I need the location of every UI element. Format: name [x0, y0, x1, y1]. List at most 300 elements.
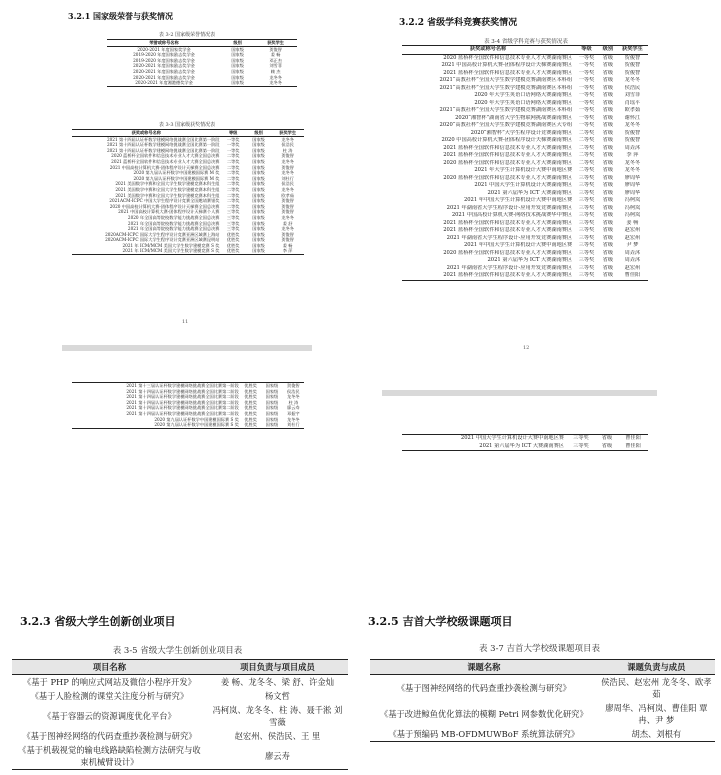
table-cell: 龙冬冬	[287, 416, 300, 422]
table-cell: 2021 蓝桥杯全国软件和信息技术专业人才大赛湖南赛区	[443, 219, 573, 226]
page-separator	[382, 390, 657, 396]
table-cell: 省级	[602, 159, 614, 166]
table-row	[402, 242, 648, 250]
table-cell: 赖 杰	[270, 68, 281, 74]
table-cell: 省级	[602, 242, 614, 248]
table-cell: 《基于改进鲸鱼优化算法的模糊 Petri 网参数优化研究》	[379, 709, 588, 719]
table-cell: 二等奖	[578, 152, 595, 158]
page-middle-left	[62, 378, 312, 458]
table-cell: 李 萍	[626, 152, 639, 158]
table-cell: 省级	[602, 54, 614, 61]
table-cell: 三等奖	[578, 272, 595, 278]
table-cell: 贺俊智	[624, 54, 641, 61]
table-cell: 二等奖	[226, 181, 240, 187]
table-cell: 欧孝茹	[281, 192, 294, 198]
table-cell: 一等奖	[578, 107, 595, 113]
table-cell: 2020ACM-ICPC 国际大学生程序设计竞赛亚洲区域赛昆明站	[105, 237, 220, 243]
table-cell: 2021 蓝桥杯全国软件和信息技术专业人才大赛湖南赛区	[443, 69, 573, 76]
table-cell: 2021 第十四届认证杯数学建模网络挑战赛全国比赛第一阶段	[106, 147, 220, 153]
table-cell: 优胜奖	[244, 405, 257, 411]
table-cell: 2020 蓝桥杯全国软件和信息技术专业人才大赛湖南赛区	[443, 249, 573, 256]
table-cell: 2021 年湖南省大学生程序设计-应用开发竞赛湖南赛区	[446, 204, 573, 211]
table-cell: 2020-2021 年度国家励志奖学金	[133, 68, 195, 74]
table-row	[72, 248, 304, 254]
table-row	[402, 152, 648, 160]
table-cell: 三等奖	[573, 442, 589, 449]
table-35-header	[12, 660, 348, 675]
table-cell: 贺俊智	[624, 129, 641, 136]
table-32-header-cell: 荣誉或称号名称	[107, 40, 221, 47]
table-cell: 2020 第九届认证杯数学中国建模国际赛 S 奖	[154, 416, 239, 422]
table-cell: 省级	[602, 219, 614, 226]
table-cell: 省级	[602, 62, 614, 68]
table-cell: 省级	[602, 182, 614, 188]
table-cell: 省级	[602, 249, 614, 256]
table-row	[402, 70, 648, 78]
table-cell: 省级	[602, 227, 614, 233]
table-cell: 三等奖	[578, 174, 595, 181]
table-cell: 廖云寿	[287, 405, 300, 411]
table-cell: 国家级	[252, 203, 265, 209]
table-33-header-cell: 获奖学生	[271, 130, 304, 137]
table-cell: 国家级	[252, 153, 265, 159]
table-cell: 2021 年湖南省大学生程序设计-应用开发竞赛湖南赛区	[446, 264, 573, 271]
table-cell: 贺俊智	[281, 164, 294, 170]
table-34-header-cell: 获奖或称号名称	[402, 46, 574, 55]
table-cell: 2020“湘智杯”湖南省大学生物联网挑战赛湖南赛区	[455, 114, 573, 121]
page-middle-right	[397, 430, 655, 470]
table-cell: 2021 中国大学生计算机设计大赛中南地区赛	[460, 435, 564, 441]
table-cell: 2021 年全国高等院校数学能力挑战赛全国总决赛	[127, 226, 220, 232]
section-322-title: 3.2.2 省级学科竞赛获奖情况	[399, 18, 518, 28]
table-cell: 省级	[602, 92, 614, 98]
table-cell: 三等奖	[226, 220, 240, 226]
table-cell: 刘杜行	[287, 422, 300, 428]
table-34-header-cell: 级别	[599, 46, 617, 55]
table-row	[402, 100, 648, 108]
table-cell: 赵宏州	[624, 234, 641, 241]
table-cell: 2021 中国高校计算机大赛-网络技术挑战赛华中赛区	[451, 212, 573, 218]
table-cell: 国家级	[252, 242, 265, 248]
table-row	[370, 675, 715, 702]
table-cell: 二等奖	[578, 167, 595, 173]
table-cell: 国家级	[265, 394, 279, 400]
table-row	[402, 265, 648, 273]
table-row	[402, 235, 648, 243]
table-cell: 一等奖	[578, 54, 595, 61]
table-cell: 优胜奖	[244, 383, 257, 388]
table-row	[402, 190, 648, 198]
table-cell: 邓振宇	[287, 410, 300, 416]
table-34-continued	[402, 434, 648, 451]
table-cell: 国家级	[231, 74, 244, 80]
table-cell: 省级	[602, 114, 614, 121]
table-cell: 二等奖	[578, 137, 595, 143]
table-37-header-cell: 课题负责与成员	[598, 660, 715, 675]
table-cell: 2021 年湖南省大学生程序设计-应用开发竞赛湖南赛区	[446, 234, 573, 241]
table-cell: 优胜奖	[244, 416, 257, 422]
table-cell: 2020-2021 年度国家励志奖学金	[133, 63, 195, 69]
table-cell: 龙冬冬	[269, 74, 282, 80]
table-row	[402, 212, 648, 220]
section-323	[0, 608, 355, 775]
table-35-header-cell: 项目名称	[12, 660, 207, 675]
table-cell: 贺俊智	[281, 237, 294, 243]
table-cell: 二等奖	[226, 164, 240, 170]
table-cell: 三等奖	[578, 227, 595, 233]
table-cell: 二等奖	[578, 129, 595, 136]
table-cell: 国家级	[252, 136, 265, 142]
table-cell: 国家级	[252, 198, 265, 204]
table-row	[370, 727, 715, 742]
table-cell: 一等奖	[578, 62, 595, 68]
table-cell: 龙冬冬	[281, 158, 294, 164]
table-cell: 胡杰、刘根有	[631, 729, 682, 739]
table-cell: 二等奖	[226, 198, 240, 204]
table-cell: 姜 畅	[270, 52, 281, 58]
table-cell: 2021 美国数学中赛和全国大学生数学建模竞赛本科生组	[115, 186, 220, 192]
table-cell: 优胜奖	[244, 399, 257, 405]
table-cell: 2021 年中国大学生计算机设计大赛中南地区赛	[463, 242, 573, 248]
table-row	[402, 220, 648, 228]
table-row	[402, 227, 648, 235]
table-cell: 周垚沐	[624, 257, 641, 263]
section-325-title: 3.2.5 吉首大学校级课题项目	[368, 615, 513, 628]
table-cell: 肖瑶平	[624, 99, 641, 106]
table-33-header-cell: 等级	[220, 130, 245, 137]
table-row	[402, 62, 648, 70]
page-number: 12	[523, 345, 530, 351]
table-cell: 贺俊智	[281, 153, 294, 159]
table-cell: 2020-2021 年度湘港德奖学金	[135, 80, 193, 86]
table-cell: 龙冬冬	[624, 122, 641, 128]
table-34-header-cell: 等级	[574, 46, 599, 55]
table-cell: 国家级	[231, 52, 244, 58]
table-cell: 一等奖	[578, 99, 595, 106]
table-cell: 2021 蓝桥杯全国软件和信息技术专业人才大赛全国总决赛	[111, 158, 220, 164]
table-cell: 曹佳阳	[624, 272, 641, 278]
table-row	[370, 701, 715, 727]
table-cell: 国家级	[252, 248, 265, 254]
table-cell: 廖周华、冯柯岚、曹佳阳 覃 冉、尹 梦	[605, 703, 708, 725]
table-cell: 2021 第十四届认证杯数学建模网络挑战赛全国比赛第二阶段	[126, 399, 239, 405]
table-row	[402, 145, 648, 153]
table-row	[402, 137, 648, 145]
table-cell: 优胜奖	[226, 237, 240, 243]
table-cell: 2020ACM-ICPC 国际大学生程序设计竞赛亚洲区域赛上海站	[105, 231, 220, 237]
table-cell: 贺俊智	[281, 209, 294, 215]
table-cell: 国家级	[231, 46, 244, 52]
table-cell: 三等奖	[578, 219, 595, 226]
table-cell: 省级	[602, 189, 614, 196]
table-cell: 廖周华	[624, 189, 641, 196]
table-cell: 三等奖	[578, 249, 595, 256]
table-cell: 2021 第十四届认证杯数学建模网络挑战赛全国比赛第一阶段	[106, 136, 220, 142]
table-cell: 龙冬冬	[281, 170, 294, 176]
table-cell: 2020 蓝桥杯全国软件和信息技术专业人才大赛湖南赛区	[443, 54, 573, 61]
table-row	[72, 422, 304, 428]
table-cell: 2020“湘智杯”大学生程序设计竞赛湖南赛区	[470, 129, 573, 136]
table-cell: 2021 年全国高等院校数学能力挑战赛全国总决赛	[127, 220, 220, 226]
table-cell: 三等奖	[226, 226, 240, 232]
table-cell: 2021 美国数学中赛和全国大学生数学建模竞赛本科生组	[115, 192, 220, 198]
table-cell: 曹佳阳	[625, 435, 641, 441]
table-cell: 《基于预编码 MB-OFDMUWBoF 系统算法研究》	[388, 729, 580, 739]
table-cell: 龙冬冬	[281, 214, 294, 220]
table-34-header-cell: 获奖学生	[617, 46, 648, 55]
table-33-header	[72, 130, 304, 137]
table-33-header-cell: 获奖或称号名称	[72, 130, 220, 137]
table-cell: 一等奖	[226, 147, 240, 153]
table-32-header-cell: 级别	[221, 40, 254, 47]
table-row	[402, 122, 648, 130]
table-cell: 国家级	[265, 383, 279, 388]
table-cell: 省级	[602, 122, 614, 128]
table-row	[402, 130, 648, 138]
table-cell: 省级	[602, 174, 614, 181]
table-33-header-cell: 级别	[246, 130, 271, 137]
table-cell: 2021 年中国大学生计算机设计大赛中南地区赛	[463, 197, 573, 203]
table-row	[402, 443, 648, 451]
table-cell: 优胜奖	[244, 388, 257, 394]
table-cell: 二等奖	[226, 153, 240, 159]
table-cell: 2021 第六届华为 ICT 大赛湖南赛区	[479, 442, 564, 449]
table-cell: 2021 第六届华为 ICT 大赛湖南赛区	[487, 189, 573, 196]
table-33-caption: 表 3-3 国家级获奖情况表	[158, 122, 216, 128]
table-cell: 二等奖	[578, 159, 595, 166]
table-cell: 龙冬冬	[624, 167, 641, 173]
table-cell: 冯柯岚	[624, 204, 641, 211]
table-cell: 2020 蓝桥杯全国软件和信息技术专业人才大赛全国总决赛	[111, 153, 220, 159]
table-cell: 三等奖	[226, 214, 240, 220]
table-cell: 国家级	[231, 80, 244, 86]
page-top-left	[62, 5, 312, 340]
table-cell: 廖周华	[624, 182, 641, 188]
table-cell: 2021 第十三届认证杯数学建模网络挑战赛全国比赛第一阶段	[126, 383, 239, 388]
table-row	[12, 689, 348, 703]
table-33-continued	[72, 382, 304, 429]
table-cell: 国家级	[252, 170, 265, 176]
table-cell: 《基于图神经网络的代码查重抄袭检测与研究》	[22, 731, 197, 741]
table-cell: 省级	[602, 69, 614, 76]
table-cell: 侯浩民	[281, 181, 294, 187]
table-cell: 2020-2021 年度国家奖学金	[137, 46, 191, 52]
table-cell: 2020 年大学生英语口语网络大赛湖南赛区	[474, 92, 573, 98]
table-cell: 国家级	[252, 164, 265, 170]
table-cell: 国家级	[265, 410, 279, 416]
table-cell: 省级	[601, 442, 613, 449]
table-cell: 欧孝茹	[624, 107, 641, 113]
table-cell: 一等奖	[578, 122, 595, 128]
table-cell: 国家级	[252, 158, 265, 164]
table-cell: 一等奖	[226, 142, 240, 148]
table-cell: 省级	[602, 152, 614, 158]
section-325	[358, 608, 721, 775]
table-row	[402, 85, 648, 93]
table-cell: 2020“高教社杯”全国大学生数学建模竞赛湖南赛区大专组	[439, 122, 573, 128]
table-cell: 三等奖	[578, 204, 595, 211]
table-cell: 优胜奖	[226, 231, 240, 237]
table-37-caption: 表 3-7 吉首大学校级课题项目表	[478, 644, 601, 654]
table-cell: 国家级	[252, 226, 265, 232]
table-cell: 2021 蓝桥杯全国软件和信息技术专业人才大赛湖南赛区	[443, 272, 573, 278]
table-cell: 国家级	[265, 405, 279, 411]
table-32-header-cell: 获奖学生	[254, 40, 297, 47]
table-cell: 三等奖	[578, 197, 595, 203]
table-cell: 省级	[602, 272, 614, 278]
table-cell: 2021 第十四届认证杯数学建模网络挑战赛全国比赛第二阶段	[126, 388, 239, 394]
table-cell: 一等奖	[226, 136, 240, 142]
table-cell: 三等奖	[578, 234, 595, 241]
table-cell: 龙冬冬	[624, 77, 641, 83]
table-cell: 贺俊智	[281, 203, 294, 209]
table-37-header-cell: 课题名称	[370, 660, 598, 675]
table-cell: 2021 中国高校计算机大赛-团体程序设计天梯赛个人赛	[118, 209, 220, 215]
table-cell: 赵宏州、侯浩民、王 里	[234, 731, 321, 741]
table-cell: 省级	[602, 137, 614, 143]
table-cell: 一等奖	[578, 69, 595, 76]
table-row	[402, 182, 648, 190]
table-cell: 省级	[602, 167, 614, 173]
table-cell: 省级	[602, 212, 614, 218]
table-cell: 国家级	[265, 388, 279, 394]
table-cell: 三等奖	[578, 212, 595, 218]
table-cell: 冯柯岚、龙冬冬、柱 涛、聂千淞 刘雪薇	[212, 705, 343, 727]
table-cell: 二等奖	[226, 170, 240, 176]
table-cell: 优胜奖	[244, 394, 257, 400]
table-cell: 《基于机载视觉的输电线路缺陷检测方法研究与收束机械臂设计》	[18, 745, 201, 767]
table-row	[402, 77, 648, 85]
table-cell: 尹 梦	[626, 242, 639, 248]
table-cell: 2020 年大学生英语口语网络大赛湖南赛区	[474, 99, 573, 106]
table-cell: 省级	[602, 204, 614, 211]
table-cell: 二等奖	[578, 144, 595, 151]
table-cell: 省级	[602, 234, 614, 241]
table-cell: 李 萍	[282, 248, 293, 254]
table-cell: 2020 中国高校计算机大赛-团体程序设计天梯赛湖南赛区	[441, 137, 573, 143]
table-cell: 2020 第九届认证杯数学中国建模国际赛 S 奖	[154, 422, 239, 428]
table-cell: 姜 畅	[626, 219, 639, 226]
table-cell: 省级	[602, 129, 614, 136]
table-cell: 冯柯岚	[624, 212, 641, 218]
table-cell: 国家级	[252, 181, 265, 187]
table-row	[402, 272, 648, 280]
table-cell: 杨文哲	[264, 691, 290, 701]
table-cell: 刘雪菲	[269, 63, 282, 69]
table-cell: 国家级	[265, 399, 279, 405]
table-cell: 三等奖	[578, 264, 595, 271]
table-cell: 冯柯岚	[624, 197, 641, 203]
table-cell: 国家级	[252, 214, 265, 220]
table-cell: 三等奖	[578, 189, 595, 196]
table-row	[402, 160, 648, 168]
table-cell: 姜 畅、龙冬冬、梁 舒、许金灿	[220, 677, 334, 687]
table-cell: 国家级	[265, 416, 279, 422]
table-cell: 2020 第九届认证杯数学中国建模国际赛 M 奖	[133, 175, 220, 181]
table-cell: 省级	[602, 107, 614, 113]
table-cell: 2021ACM-ICPC 中国大学生程序设计竞赛全国邀请赛银奖	[109, 198, 220, 204]
table-cell: 周垚沐	[624, 144, 641, 151]
table-cell: 国家级	[252, 147, 265, 153]
table-cell: 2021 蓝桥杯全国软件和信息技术专业人才大赛湖南赛区	[443, 144, 573, 151]
table-cell: 国家级	[252, 192, 265, 198]
table-cell: 2020 蓝桥杯全国软件和信息技术专业人才大赛湖南赛区	[443, 159, 573, 166]
table-cell: 姜 畅	[282, 242, 293, 248]
table-row	[402, 435, 648, 443]
table-cell: 优胜奖	[226, 242, 240, 248]
table-cell: 2021 蓝桥杯全国软件和信息技术专业人才大赛湖南赛区	[443, 152, 573, 158]
table-cell: 一等奖	[578, 84, 595, 91]
table-cell: 周垚沐	[624, 249, 641, 256]
table-cell: 侯浩民	[624, 84, 641, 91]
table-cell: 一等奖	[578, 77, 595, 83]
table-row	[402, 175, 648, 183]
table-cell: 《基于 PHP 的响应式网站及微信小程序开发》	[22, 677, 196, 687]
table-cell: 赵宏州	[624, 227, 641, 233]
table-cell: 二等奖	[226, 203, 240, 209]
table-cell: 2021 第十四届认证杯数学建模网络挑战赛全国比赛第二阶段	[126, 394, 239, 400]
table-cell: 赵宏州	[624, 264, 641, 271]
table-cell: 侯浩民	[281, 142, 294, 148]
table-cell: 一等奖	[578, 114, 595, 121]
table-cell: 2020 年全国高等院校数学能力挑战赛全国总决赛	[127, 214, 220, 220]
table-cell: 2020-2021 年度国家励志奖学金	[133, 74, 195, 80]
table-cell: 谢怀江	[624, 114, 641, 121]
table-35-header-cell: 项目负责与项目成员	[207, 660, 348, 675]
table-cell: 2021 第六届华为 ICT 大赛湖南赛区	[487, 257, 573, 263]
table-cell: 《基于人脸检测的课堂关注度分析与研究》	[30, 691, 189, 701]
table-cell: 2021 中国高校计算机大赛-团体程序设计天梯赛湖南赛区	[441, 62, 573, 68]
table-cell: 2021 年 ICM/MCM 美国大学生数学建模竞赛 S 奖	[122, 242, 220, 248]
table-cell: 贺俊智	[624, 69, 641, 76]
table-cell: 省级	[601, 435, 613, 441]
table-cell: 贺俊智	[269, 46, 282, 52]
table-cell: 二等奖	[226, 158, 240, 164]
table-row	[402, 167, 648, 175]
table-cell: 邓正杰	[269, 57, 282, 63]
table-row	[402, 92, 648, 100]
table-row	[402, 205, 648, 213]
table-cell: 省级	[602, 77, 614, 83]
section-323-title: 3.2.3 省级大学生创新创业项目	[20, 615, 176, 628]
page-number: 11	[182, 319, 189, 325]
table-cell: 国家级	[252, 220, 265, 226]
table-cell: 贺俊智	[287, 383, 300, 388]
table-cell: 2021 中国大学生计算机设计大赛湖南赛区	[474, 182, 573, 188]
table-cell: 廖云寿	[264, 751, 290, 761]
table-cell: 龙冬冬	[281, 226, 294, 232]
table-row	[402, 250, 648, 258]
table-cell: 三等奖	[573, 435, 589, 441]
table-32-caption: 表 3-2 国家级荣誉情况表	[158, 32, 216, 38]
table-row	[12, 743, 348, 770]
table-cell: 省级	[602, 144, 614, 151]
table-cell: 国家级	[231, 63, 244, 69]
table-cell: 优胜奖	[244, 422, 257, 428]
table-cell: 三等奖	[578, 257, 595, 263]
table-34	[402, 45, 648, 281]
table-cell: 2021 年大学生计算机设计大赛中南地区赛	[474, 167, 573, 173]
table-cell: 柱 涛	[288, 399, 299, 405]
table-cell: 曹佳阳	[625, 442, 641, 449]
table-34-caption: 表 3-4 省级学科竞赛与获奖情况表	[484, 39, 568, 45]
table-row	[12, 729, 348, 743]
table-cell: 刘雪菲	[624, 92, 641, 98]
table-cell: 柱 涛	[282, 147, 293, 153]
table-35-caption: 表 3-5 省级大学生创新创业项目表	[112, 646, 243, 656]
table-cell: 贺俊智	[281, 198, 294, 204]
table-cell: 国家级	[252, 175, 265, 181]
